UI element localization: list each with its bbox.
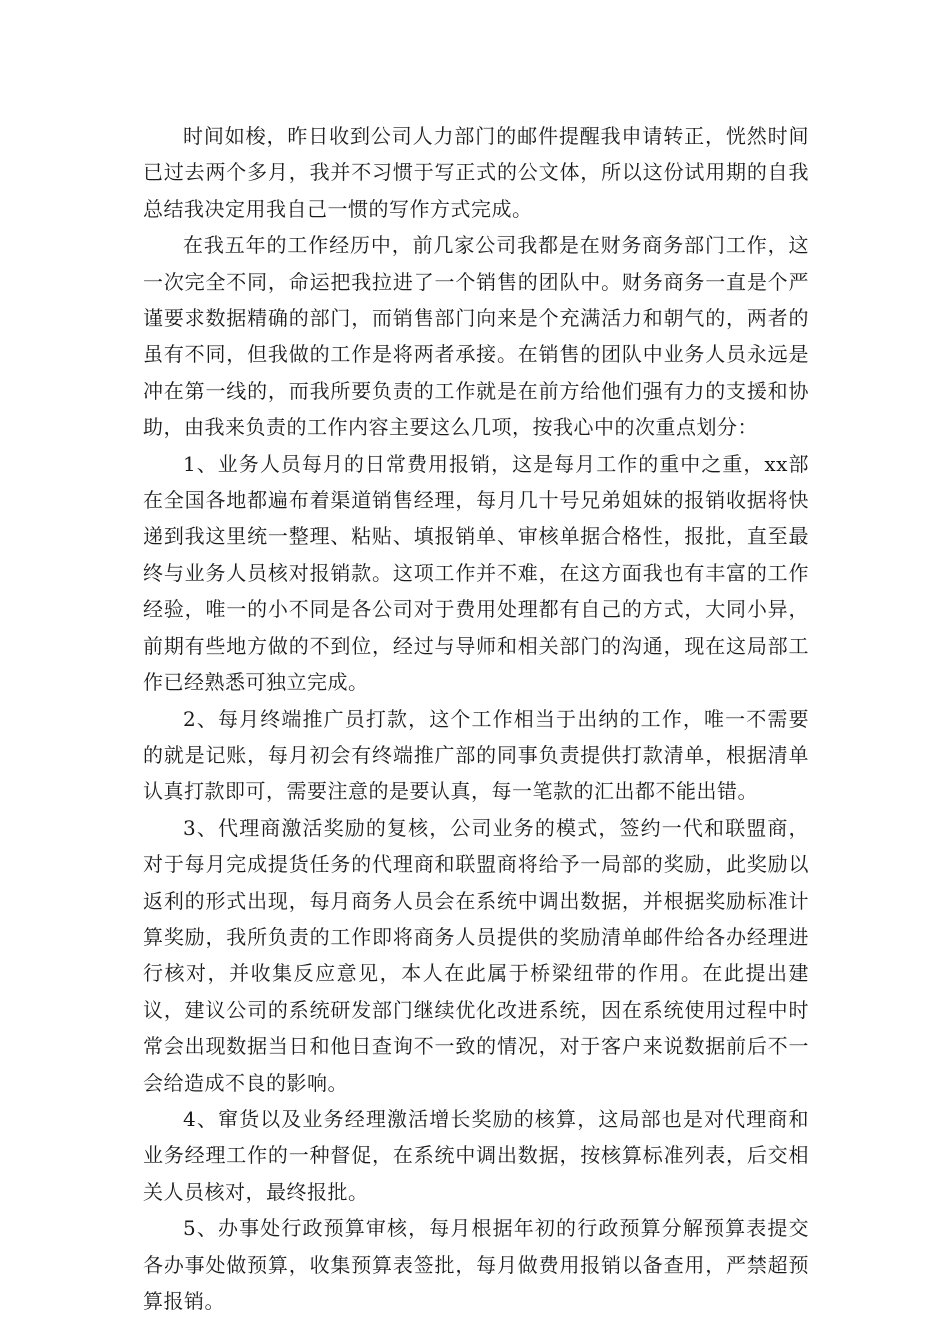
paragraph-item-2-promoter-payment: 2、每月终端推广员打款，这个工作相当于出纳的工作，唯一不需要的就是记账，每月初会有终端推广部的同事负责提供打款清单，根据清单认真打款即可，需要注意的是要认真，每一笔款的汇出都不能出错。: [143, 706, 809, 804]
paragraph-item-1-expense-reimbursement: 1、业务人员每月的日常费用报销，这是每月工作的重中之重，xx部在全国各地都遍布着渠道销售经理，每月几十号兄弟姐妹的报销收据将快递到我这里统一整理、粘贴、填报销单、审核单据合格性，报批，直至最终与业务人员核对报销款。这项工作并不难，在这方面我也有丰富的工作经验，唯一的小不同是各公司对于费用处理都有自己的方式，大同小异，前期有些地方做的不到位，经过与导师和相关部门的沟通，现在这局部工作已经熟悉可独立完成。: [143, 451, 809, 695]
paragraph-item-3-agent-reward-review: 3、代理商激活奖励的复核，公司业务的模式，签约一代和联盟商，对于每月完成提货任务的代理商和联盟商将给予一局部的奖励，此奖励以返利的形式出现，每月商务人员会在系统中调出数据，并根据奖励标准计算奖励，我所负责的工作即将商务人员提供的奖励清单邮件给各办经理进行核对，并收集反应意见，本人在此属于桥梁纽带的作用。在此提出建议，建议公司的系统研发部门继续优化改进系统，因在系统使用过程中时常会出现数据当日和他日查询不一致的情况，对于客户来说数据前后不一会给造成不良的影响。: [143, 815, 809, 1095]
paragraph-intro: 时间如梭，昨日收到公司人力部门的邮件提醒我申请转正，恍然时间已过去两个多月，我并不习惯于写正式的公文体，所以这份试用期的自我总结我决定用我自己一惯的写作方式完成。: [143, 124, 809, 221]
paragraph-item-5-budget-review: 5、办事处行政预算审核，每月根据年初的行政预算分解预算表提交各办事处做预算，收集预算表签批，每月做费用报销以备查用，严禁超预算报销。: [143, 1216, 809, 1313]
paragraph-item-4-incentive-accounting: 4、窜货以及业务经理激活增长奖励的核算，这局部也是对代理商和业务经理工作的一种督促，在系统中调出数据，按核算标准列表，后交相关人员核对，最终报批。: [143, 1106, 809, 1204]
document-body: [143, 118, 809, 1319]
paragraph-work-background: 在我五年的工作经历中，前几家公司我都是在财务商务部门工作，这一次完全不同，命运把我拉进了一个销售的团队中。财务商务一直是个严谨要求数据精确的部门，而销售部门向来是个充满活力和朝气的，两者的虽有不同，但我做的工作是将两者承接。在销售的团队中业务人员永远是冲在第一线的，而我所要负责的工作就是在前方给他们强有力的支援和协助，由我来负责的工作内容主要这么几项，按我心中的次重点划分：: [143, 233, 809, 440]
